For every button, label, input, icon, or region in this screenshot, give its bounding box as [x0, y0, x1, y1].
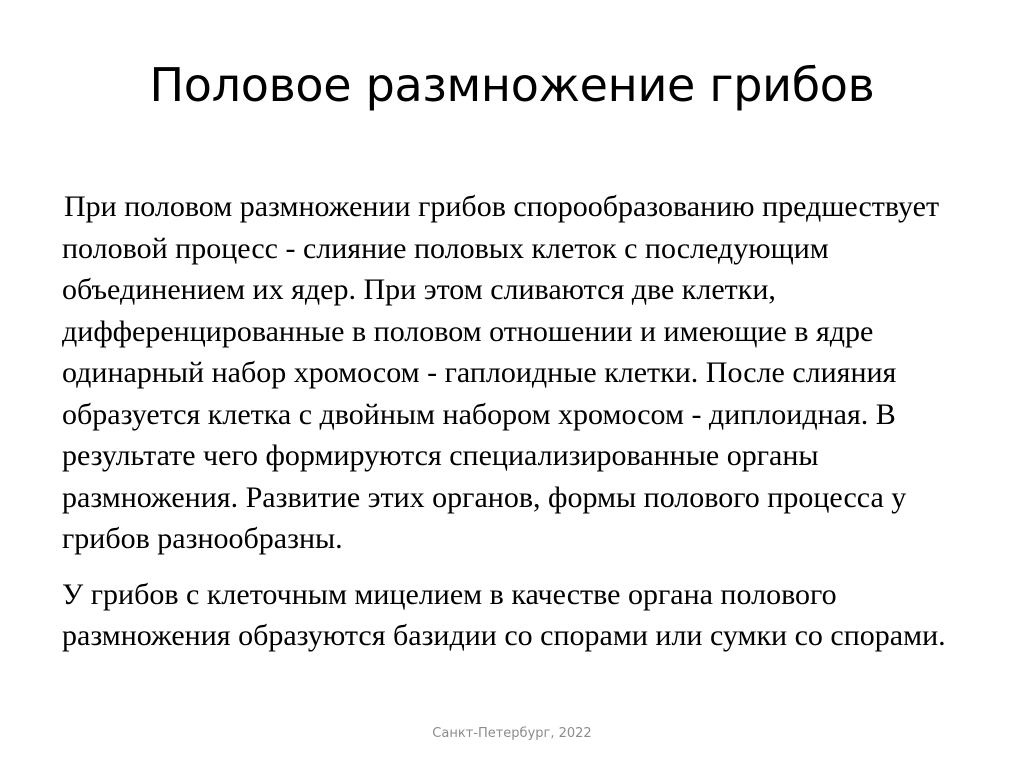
slide-title: Половое размножение грибов — [149, 58, 875, 112]
slide-footer: Санкт-Петербург, 2022 — [432, 726, 592, 741]
paragraph-mycelium-organs: У грибов с клеточным мицелием в качестве органа полового размножения образуются базидии со спорами или сумки со спорами. — [62, 577, 946, 652]
slide-body — [62, 186, 962, 657]
paragraph-sexual-reproduction: При половом размножении грибов спорообразованию предшествует половой процесс - слияние половых клеток с последующим объединением их ядер. При этом сливаются две клетки, дифференцированные в половом отношении и имеющие в ядре одинарный набор хромосом - гаплоидные клетки. После слияния образуется клетка с двойным набором хромосом - диплоидная. В результате чего формируются специализированные органы размножения. Развитие этих органов, формы полового процесса у грибов разнообразны. — [62, 190, 940, 555]
